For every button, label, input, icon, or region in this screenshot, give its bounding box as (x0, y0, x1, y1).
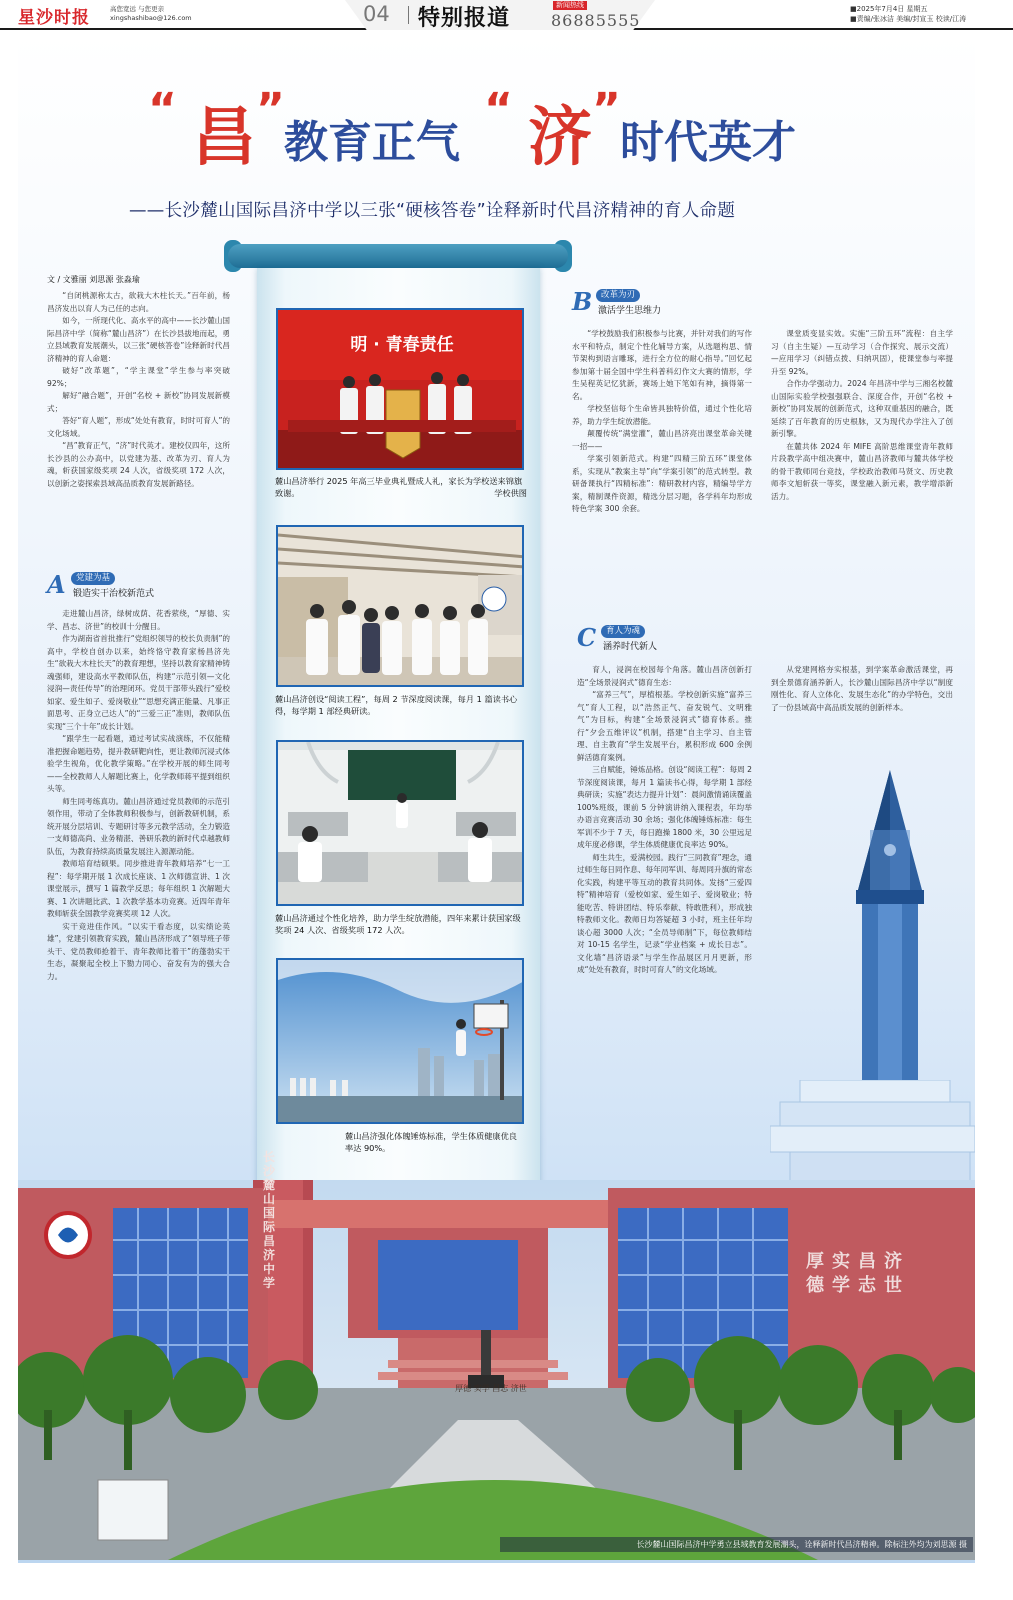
paragraph: 教师培育结硕果。同步推进青年教师培养“七一工程”：每学期开展 1 次成长座谈、1 次师德宣讲、1 次课堂展示，撰写 1 篇教学反思；每年组织 1 次解题大赛、1 次讲题比武、1 次教学基本功竞赛。近四年青年教师斩获全国教学竞赛奖项 12 人次。 (47, 859, 230, 918)
paragraph: 课堂质变显实效。实施“三阶五环”流程：自主学习（自主生疑）—互动学习（合作探究、展示交流）—应用学习（纠错点拨、归纳巩固），使课堂参与率提升至 92%。 (771, 329, 953, 376)
masthead (0, 0, 1013, 30)
section-a-header (47, 570, 247, 600)
paragraph: 合作办学强动力。2024 年昌济中学与三湘名校麓山国际实验学校强强联合、深度合作，开创“名校 + 新校”协同发展的创新范式，这种双重基因的融合，既延续了百年教育的历史根脉，又为现代办学注入了创新引擎。 (771, 379, 953, 438)
intro-column (47, 290, 230, 560)
paragraph: 实干竞进佳作风。“以实干看态度，以实绩论英雄”，党建引领教育实践，麓山昌济形成了“领导班子带头干、党员教师抢着干、青年教师比着干”的蓬勃实干生态，凝聚起全校上下勠力同心、奋发有为的强大合力。 (47, 921, 230, 981)
photo-caption-3: 麓山昌济通过个性化培养，助力学生绽放潜能，四年来累计获国家级奖项 24 人次、省级奖项 172 人次。 (275, 913, 521, 935)
photo-caption-2: 麓山昌济创设“阅读工程”，每周 2 节深度阅读课，每月 1 篇读书心得，每学期 1 部经典研读。 (275, 694, 518, 716)
section-c-body-col2 (771, 664, 953, 724)
paragraph: 从党建网格夯实根基，到学案革命激活课堂，再到全景德育涵养新人，长沙麓山国际昌济中学以“制度刚性化、育人立体化、发展生态化”的办学特色，交出了一份县域高中高品质发展的创新样本。 (771, 665, 953, 712)
headline (148, 84, 868, 188)
paragraph: “学校鼓励我们积极参与比赛，并针对我们的写作水平和特点，制定个性化辅导方案，从选题构思、情节架构到语言雕琢，进行全方位的耐心指导。”回忆起参加第十届全国中学生科普科幻作文大赛的情形，学生吴程英记忆犹新，赛场上她下笔如有神，摘得第一名。 (572, 329, 752, 401)
motto-char: 厚 (806, 1251, 832, 1272)
headline-char-chang: 昌 (192, 101, 256, 175)
section-a-body (47, 608, 230, 1108)
motto-char: 济 (884, 1251, 910, 1272)
books-illustration (770, 1080, 975, 1190)
paragraph: 三自赋能，锤炼品格。创设“阅读工程”：每周 2 节深度阅读课，每月 1 篇读书心得，每学期 1 部经典研读；实施“表达力提升计划”：晨间激情诵读覆盖 100%班级，课前 5 分钟演讲纳入课程表，年均举办语言竞赛活动 30 余场；强化体魄锤炼标准：每生军训不少于 7 天，每日跑操 1800 米，30 公里远足成年度必修课，学生体质健康优良率达 90%。 (577, 765, 752, 849)
quote-mark: ” (256, 84, 285, 135)
headline-char-ji: 济 (528, 101, 592, 175)
motto-char: 学 (832, 1275, 858, 1296)
building-motto (806, 1250, 956, 1298)
intro-paragraph: “昌”教育正气，“济”时代英才。建校仅四年，这所长沙县的公办高中，以党建为基、改革为刃、育人为魂，斩获国家级奖项 24 人次，省级奖项 172 人次，以创新之姿探索县域高品质教育发展新路径。 (47, 441, 230, 488)
editor-credits: ■责编/张冰洁 美编/封宣玉 校读/江涛 (850, 15, 967, 23)
section-b-body-col2 (771, 328, 953, 568)
intro-paragraph: 解好“融合题”，开创“名校 + 新校”协同发展新模式； (47, 391, 230, 413)
motto-char: 昌 (858, 1251, 884, 1272)
dateline (850, 4, 1010, 24)
intro-paragraph: 答好“育人题”，形成“处处有教育，时时可育人”的文化场域。 (47, 416, 230, 438)
intro-paragraph: 破好“改革题”，“学主课堂”学生参与率突破 92%； (47, 366, 230, 388)
bottom-photo-caption: 长沙麓山国际昌济中学勇立县域教育发展潮头，诠释新时代昌济精神。除标注外均为刘思源 摄 (500, 1537, 973, 1552)
section-tag: 改革为刃 (596, 289, 640, 302)
paragraph: 学校坚信每个生命皆具独特价值，通过个性化培养，助力学生绽放潜能。 (572, 404, 752, 426)
section-title: 锻造实干治校新范式 (73, 589, 155, 599)
section-tag: 育人为魂 (601, 625, 645, 638)
motto-char: 世 (884, 1275, 910, 1296)
paragraph: 作为湖南省首批推行“党组织领导的校长负责制”的高中，学校自创办以来，始终恪守教育家杨昌济先生“欲栽大木柱长天”的教育理想，坚持以教育家精神铸魂强师，建设高水平教师队伍，构建“示范引领—文化浸润—责任传导”的治理闭环。党员干部带头践行“爱校如家、爱生如子、爱岗敬业”“思想充满正能量、凡事正面思考、正身立己达人”的“三爱三正”准则，教师队伍实现“三个十年”成长计划。 (47, 634, 230, 731)
paragraph: 师生同考练真功。麓山昌济通过党员教师的示范引领作用，带动了全体教师积极参与，创新教研机制，系统开展分层培训、专题研讨等多元教学活动，全力锻造一支师德高尚、业务精湛、善研乐教的新时代卓越教师队伍，为教育持续高质量发展注入源源动能。 (47, 796, 230, 856)
photo-caption-4: 麓山昌济强化体魄锤炼标准，学生体质健康优良率达 90%。 (345, 1131, 517, 1153)
section-title: 特别报道 (418, 6, 511, 31)
photo-credit: 学校供图 (494, 488, 527, 498)
photo-caption-1 (275, 475, 527, 499)
motto-char: 志 (858, 1275, 884, 1296)
paragraph: 师生共生，爱满校园。践行“三同教育”理念，通过师生每日同作息、每年同军训、每周同升旗的常态化实践，构建平等互动的教育共同体。发扬“三爱四特”精神培育（爱校如家、爱生如子、爱岗敬业；特能吃苦、特讲团结、特乐奉献、特敢胜利），形成独特教师文化。教师日均答疑超 3 小时，班主任年均谈心超 3000 人次；“全员导师制”下，每位教师结对 10-15 名学生，记录“学业档案 + 成长日志”。文化墙“昌济语录”与学生作品展区月月更新，形成“处处有教育，时时可育人”的文化场域。 (577, 852, 752, 974)
newspaper-logo: 星沙时报 (18, 8, 90, 28)
school-building-scene (18, 1180, 975, 1560)
section-letter: B (572, 287, 593, 316)
intro-paragraph: 如今，一所现代化、高水平的高中——长沙麓山国际昌济中学（简称“麓山昌济”）在长沙县拔地而起，勇立县域教育发展潮头，以三张“硬核答卷”诠释新时代昌济精神的育人命题： (47, 316, 230, 363)
quote-mark: “ (484, 84, 513, 135)
paragraph: 走进麓山昌济，绿树成荫、花香萦绕，“厚德、实学、昌志、济世”的校训十分醒目。 (47, 609, 230, 631)
motto-char: 德 (806, 1275, 832, 1296)
section-letter: A (47, 570, 66, 599)
section-title: 激活学生思维力 (598, 306, 662, 316)
section-b-header (572, 287, 772, 317)
paragraph: 育人，浸润在校园每个角落。麓山昌济创新打造“全场景浸润式”德育生态： (577, 665, 752, 687)
intro-paragraph: “自闭桃源称太古，欲栽大木柱长天。”百年前，杨昌济发出以育人为己任的志向。 (47, 291, 230, 313)
section-title: 涵养时代新人 (603, 642, 658, 652)
gate-sign: 厚德 实学 昌志 济世 (455, 1384, 527, 1393)
page-number: 04 (363, 2, 390, 26)
paragraph: “跟学生一起看题，通过考试实战演练，不仅能精准把握命题趋势，提升教研靶向性，更让教师沉浸式体验学生视角，优化教学策略。”在学校开展的师生同考——全校教师人人解题比赛上，化学教师蒋平提到组织头等。 (47, 734, 230, 793)
photo-lab-classroom (276, 740, 524, 906)
masthead-slogan (110, 5, 210, 23)
caption-text: 麓山昌济举行 2025 年高三毕业典礼暨成人礼，家长为学校送来锦旗致谢。 (275, 476, 523, 498)
headline-part1: 教育正气 (284, 117, 460, 168)
paragraph: “富养三气”，厚植根基。学校创新实施“富养三气”育人工程，以“浩然正气、奋发锐气、文明雅气”为目标，构建“全场景浸润式”德育体系。推行“夕会五维评议”机制，搭建“自主学习、自主管理、自主教育”学生发展平台，累积形成 600 余例鲜活德育案例。 (577, 690, 752, 762)
photo-library-reading (276, 525, 524, 687)
section-c-header (577, 623, 777, 653)
photo-basketball (276, 958, 524, 1124)
scroll-rod (228, 244, 568, 268)
section-c-body-col1 (577, 664, 752, 1112)
paragraph: 颠覆传统“满堂灌”，麓山昌济亮出课堂革命关键一招—— (572, 429, 752, 451)
stage-banner-text: 明 · 青春责任 (350, 335, 454, 355)
slogan-line: 高您宽远 与您更亲 (110, 5, 165, 13)
paragraph: 学案引领新范式。构建“四精三阶五环”课堂体系，实现从“教案主导”向“学案引领”的范式转型。教研备课执行“四精标准”：精研教材内容，精编导学方案，精制课件资源，精选分层习题，各学科年均形成特色学案 300 余套。 (572, 454, 752, 513)
motto-char: 实 (832, 1251, 858, 1272)
headline-subtitle: ——长沙麓山国际昌济中学以三张“硬核答卷”诠释新时代昌济精神的育人命题 (129, 201, 736, 221)
section-letter: C (577, 623, 597, 652)
quote-mark: “ (148, 84, 177, 135)
hotline-label: 新闻热线 (553, 1, 587, 10)
headline-part2: 时代英才 (620, 117, 796, 168)
section-b-body-col1 (572, 328, 752, 568)
quote-mark: ” (592, 84, 621, 135)
photo-graduation-ceremony (276, 308, 524, 470)
divider (408, 6, 409, 24)
issue-date: ■2025年7月4日 星期五 (850, 5, 928, 13)
building-school-name: 长沙麓山国际昌济中学 (263, 1150, 276, 1290)
paragraph: 在麓共体 2024 年 MIFE 高阶思维课堂青年教师片段教学高中组决赛中，麓山昌济教师与麓共体学校的骨干教师同台竞技，学校政治教师马贤文、历史教师李文旭斩获一等奖，课堂融入新元素，教学增添新活力。 (771, 441, 953, 501)
byline: 文 / 文雅丽 刘思源 张淼瑜 (47, 275, 140, 284)
section-tag: 党建为基 (71, 572, 115, 585)
masthead-email: xingshashibao@126.com (110, 14, 192, 22)
hotline-number: 86885555 (551, 11, 641, 30)
